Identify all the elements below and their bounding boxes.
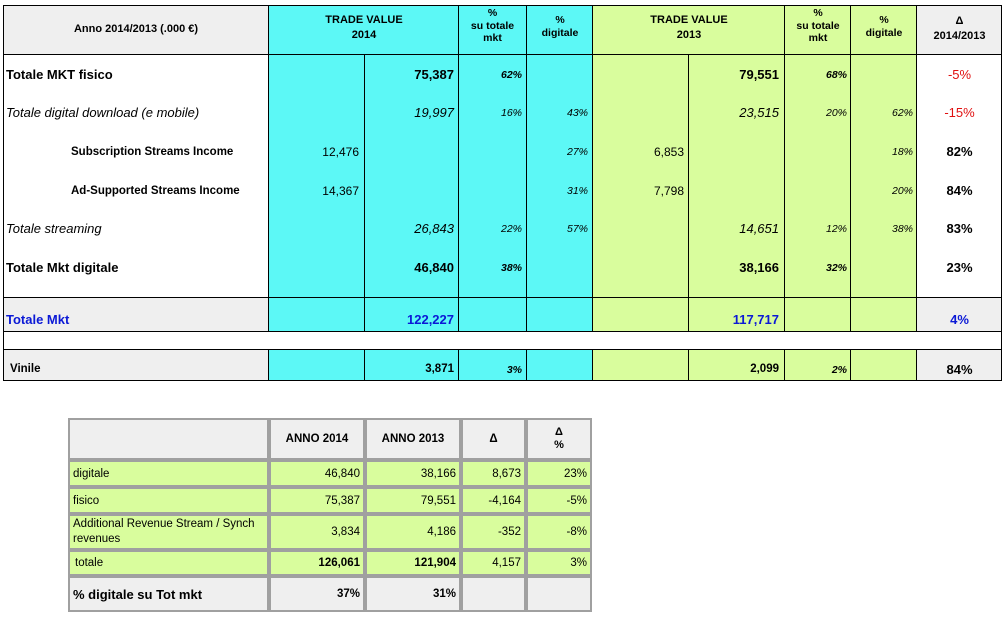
value-2013: 23,515 (739, 105, 779, 120)
header-pct-mkt-2013 (785, 7, 851, 45)
summary-header-delta-pct-l2: % (554, 439, 564, 451)
grid-line (3, 331, 1002, 332)
header-trade-value-2013-line2: 2013 (676, 29, 702, 41)
pct-mkt-2013: 20% (825, 107, 847, 119)
summary-2014: 37% (269, 576, 365, 612)
summary-label: totale (68, 550, 269, 576)
vinile-row-label-bg (3, 350, 269, 380)
header-pct-mkt-2013-l1: % (813, 7, 823, 19)
summary-delta: -4,164 (461, 487, 526, 514)
value-2014: 122,227 (407, 312, 454, 327)
summary-delta: -352 (461, 514, 526, 550)
grid-line (3, 380, 1002, 381)
grid-line (268, 350, 269, 380)
value-2014: 46,840 (414, 260, 454, 275)
header-pct-dig-2013-l2: digitale (865, 27, 903, 39)
grid-line (526, 350, 527, 380)
grid-line (592, 298, 593, 331)
summary-header-delta-pct (526, 418, 592, 460)
summary-header-empty (68, 418, 269, 460)
delta-value: 84% (946, 362, 973, 377)
delta-value: -5% (947, 67, 972, 82)
value-2013: 38,166 (739, 260, 779, 275)
summary-delta-pct: 23% (526, 460, 592, 487)
row-label: Totale MKT fisico (6, 67, 113, 82)
header-pct-dig-2014-l2: digitale (541, 27, 579, 39)
grid-line (850, 350, 851, 380)
header-year-label: Anno 2014/2013 (.000 €) (73, 23, 199, 35)
summary-2014: 3,834 (269, 514, 365, 550)
delta-value: 82% (946, 144, 973, 159)
summary-label: % digitale su Tot mkt (68, 576, 269, 612)
summary-header-row (68, 418, 592, 460)
header-pct-dig-2014-l1: % (555, 14, 565, 26)
summary-header-2013: ANNO 2013 (365, 418, 461, 460)
grid-line (268, 298, 269, 331)
delta-value: 23% (946, 260, 973, 275)
value-2013: 2,099 (750, 363, 779, 375)
summary-delta: 4,157 (461, 550, 526, 576)
summary-2013: 38,166 (365, 460, 461, 487)
summary-label: fisico (68, 487, 269, 514)
summary-2014: 46,840 (269, 460, 365, 487)
pct-dig-2013: 38% (891, 223, 913, 235)
stream-value-2013: 6,853 (653, 145, 684, 159)
delta-value: 83% (946, 221, 973, 236)
summary-row-digitale (68, 460, 592, 487)
summary-delta-pct: -5% (526, 487, 592, 514)
summary-delta-pct-empty (526, 576, 592, 612)
row-label: Totale Mkt (6, 312, 70, 327)
pct-mkt-2013: 12% (825, 223, 847, 235)
pct-mkt-2014: 38% (500, 262, 522, 274)
header-pct-mkt-2013-l2: su totale (796, 19, 840, 32)
grid-line (3, 297, 1002, 298)
stream-value-2014: 14,367 (322, 184, 359, 198)
pct-dig-2014: 31% (566, 185, 588, 197)
header-trade-value-2014 (269, 13, 459, 43)
summary-row-additional (68, 514, 592, 550)
row-label: Subscription Streams Income (71, 146, 234, 158)
pct-mkt-2014: 3% (506, 364, 522, 376)
summary-row-fisico (68, 487, 592, 514)
grid-line (784, 298, 785, 331)
grid-line (592, 55, 593, 297)
delta-value: -15% (944, 105, 975, 120)
grid-line (784, 55, 785, 297)
row-label: Ad-Supported Streams Income (71, 185, 240, 197)
summary-delta-pct: -8% (526, 514, 592, 550)
row-label: Totale digital download (e mobile) (6, 105, 200, 120)
stream-value-2014: 12,476 (322, 145, 359, 159)
pct-mkt-2013: 68% (825, 69, 847, 81)
summary-2013: 79,551 (365, 487, 461, 514)
summary-2013: 121,904 (365, 550, 461, 576)
summary-label-line1: Additional Revenue Stream / Synch (73, 518, 255, 530)
header-trade-value-2013-line1: TRADE VALUE (650, 14, 728, 26)
summary-table (68, 418, 592, 612)
pct-dig-2014: 57% (566, 223, 588, 235)
pct-mkt-2014: 22% (500, 223, 522, 235)
header-pct-dig-2014 (527, 14, 593, 40)
row-label: Totale Mkt digitale (6, 260, 119, 275)
grid-line (526, 298, 527, 331)
value-2013: 79,551 (739, 67, 779, 82)
value-2014: 26,843 (414, 221, 454, 236)
grid-line (850, 55, 851, 297)
summary-2013: 4,186 (365, 514, 461, 550)
summary-2013: 31% (365, 576, 461, 612)
delta-value: 84% (946, 183, 973, 198)
pct-dig-2014: 27% (566, 146, 588, 158)
summary-label (68, 514, 269, 550)
pct-mkt-2014: 16% (500, 107, 522, 119)
pct-dig-2013: 20% (891, 185, 913, 197)
pct-dig-2014: 43% (566, 107, 588, 119)
grid-line (850, 298, 851, 331)
value-2014: 19,997 (414, 105, 454, 120)
grid-line (526, 55, 527, 297)
summary-row-pct-digitale (68, 576, 592, 612)
value-2014: 3,871 (425, 363, 454, 375)
summary-delta-pct: 3% (526, 550, 592, 576)
header-pct-mkt-2013-l3: mkt (808, 32, 828, 44)
grid-line (3, 54, 1002, 55)
summary-row-totale (68, 550, 592, 576)
summary-2014: 75,387 (269, 487, 365, 514)
header-pct-dig-2013 (851, 14, 917, 40)
summary-label: digitale (68, 460, 269, 487)
summary-2014: 126,061 (269, 550, 365, 576)
value-2013: 117,717 (732, 312, 779, 327)
summary-delta-empty (461, 576, 526, 612)
header-pct-dig-2013-l1: % (879, 14, 889, 26)
value-2013: 14,651 (739, 221, 779, 236)
header-trade-value-2014-line1: TRADE VALUE (325, 14, 403, 26)
header-delta-l2: 2014/2013 (933, 30, 986, 42)
grid-line (3, 5, 4, 381)
grid-line (268, 55, 269, 297)
row-label: Totale streaming (6, 221, 102, 236)
header-delta (917, 14, 1002, 44)
pct-mkt-2013: 2% (831, 364, 847, 376)
summary-header-delta: Δ (461, 418, 526, 460)
summary-header-delta-pct-l1: Δ (555, 426, 563, 438)
grid-line (592, 350, 593, 380)
header-pct-mkt-2014-l2: su totale (470, 19, 515, 32)
pct-dig-2013: 62% (891, 107, 913, 119)
header-trade-value-2013 (593, 13, 785, 43)
header-trade-value-2014-line2: 2014 (351, 29, 377, 41)
row-label: Vinile (10, 363, 41, 375)
summary-label-line2: revenues (73, 533, 121, 545)
stream-value-2013: 7,798 (653, 184, 684, 198)
delta-value: 4% (950, 312, 969, 327)
pct-dig-2013: 18% (891, 146, 913, 158)
summary-header-2014: ANNO 2014 (269, 418, 365, 460)
header-pct-mkt-2014-l1: % (487, 7, 498, 19)
grid-line (458, 55, 459, 297)
grid-line (3, 349, 1002, 350)
value-2014: 75,387 (414, 67, 454, 82)
header-delta-l1: Δ (955, 15, 964, 27)
header-pct-mkt-2014 (459, 7, 526, 45)
grid-line (3, 5, 1002, 6)
grid-line (458, 298, 459, 331)
header-pct-mkt-2014-l3: mkt (483, 32, 502, 44)
summary-delta: 8,673 (461, 460, 526, 487)
pct-mkt-2013: 32% (825, 262, 847, 274)
pct-mkt-2014: 62% (500, 69, 522, 81)
